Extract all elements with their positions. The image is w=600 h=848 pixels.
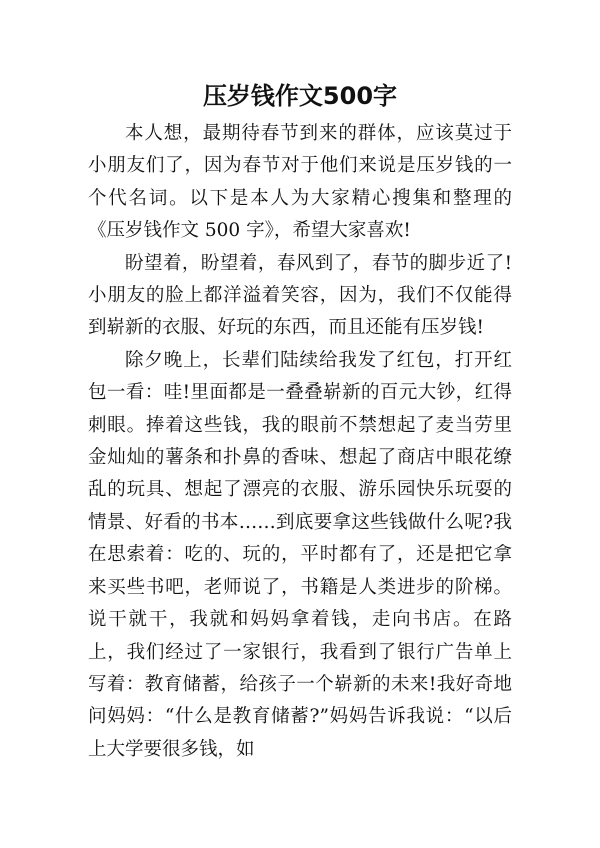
- paragraph-intro: 本人想，最期待春节到来的群体，应该莫过于小朋友们了，因为春节对于他们来说是压岁钱的一个代名词。以下是本人为大家精心搜集和整理的《压岁钱作文 500 字》，希望大家喜欢!: [88, 123, 512, 242]
- document-body: [88, 118, 512, 766]
- document-title: 压岁钱作文500字: [202, 82, 398, 110]
- paragraph-new-years-eve: 除夕晚上，长辈们陆续给我发了红包，打开红包一看：哇!里面都是一叠叠崭新的百元大钞，红得刺眼。捧着这些钱，我的眼前不禁想起了麦当劳里金灿灿的薯条和扑鼻的香味、想起了商店中眼花缭乱的玩具、想起了漂亮的衣服、游乐园快乐玩耍的情景、好看的书本……到底要拿这些钱做什么呢?我在思索着：吃的、玩的，平时都有了，还是把它拿来买些书吧，老师说了，书籍是人类进步的阶梯。说干就干，我就和妈妈拿着钱，走向书店。在路上，我们经过了一家银行，我看到了银行广告单上写着：教育储蓄，给孩子一个崭新的未来!我好奇地问妈妈：“什么是教育储蓄?”妈妈告诉我说：“以后上大学要很多钱，如: [88, 349, 512, 760]
- paragraph-spring-festival: 盼望着，盼望着，春风到了，春节的脚步近了!小朋友的脸上都洋溢着笑容，因为，我们不仅能得到崭新的衣服、好玩的东西，而且还能有压岁钱!: [88, 252, 512, 339]
